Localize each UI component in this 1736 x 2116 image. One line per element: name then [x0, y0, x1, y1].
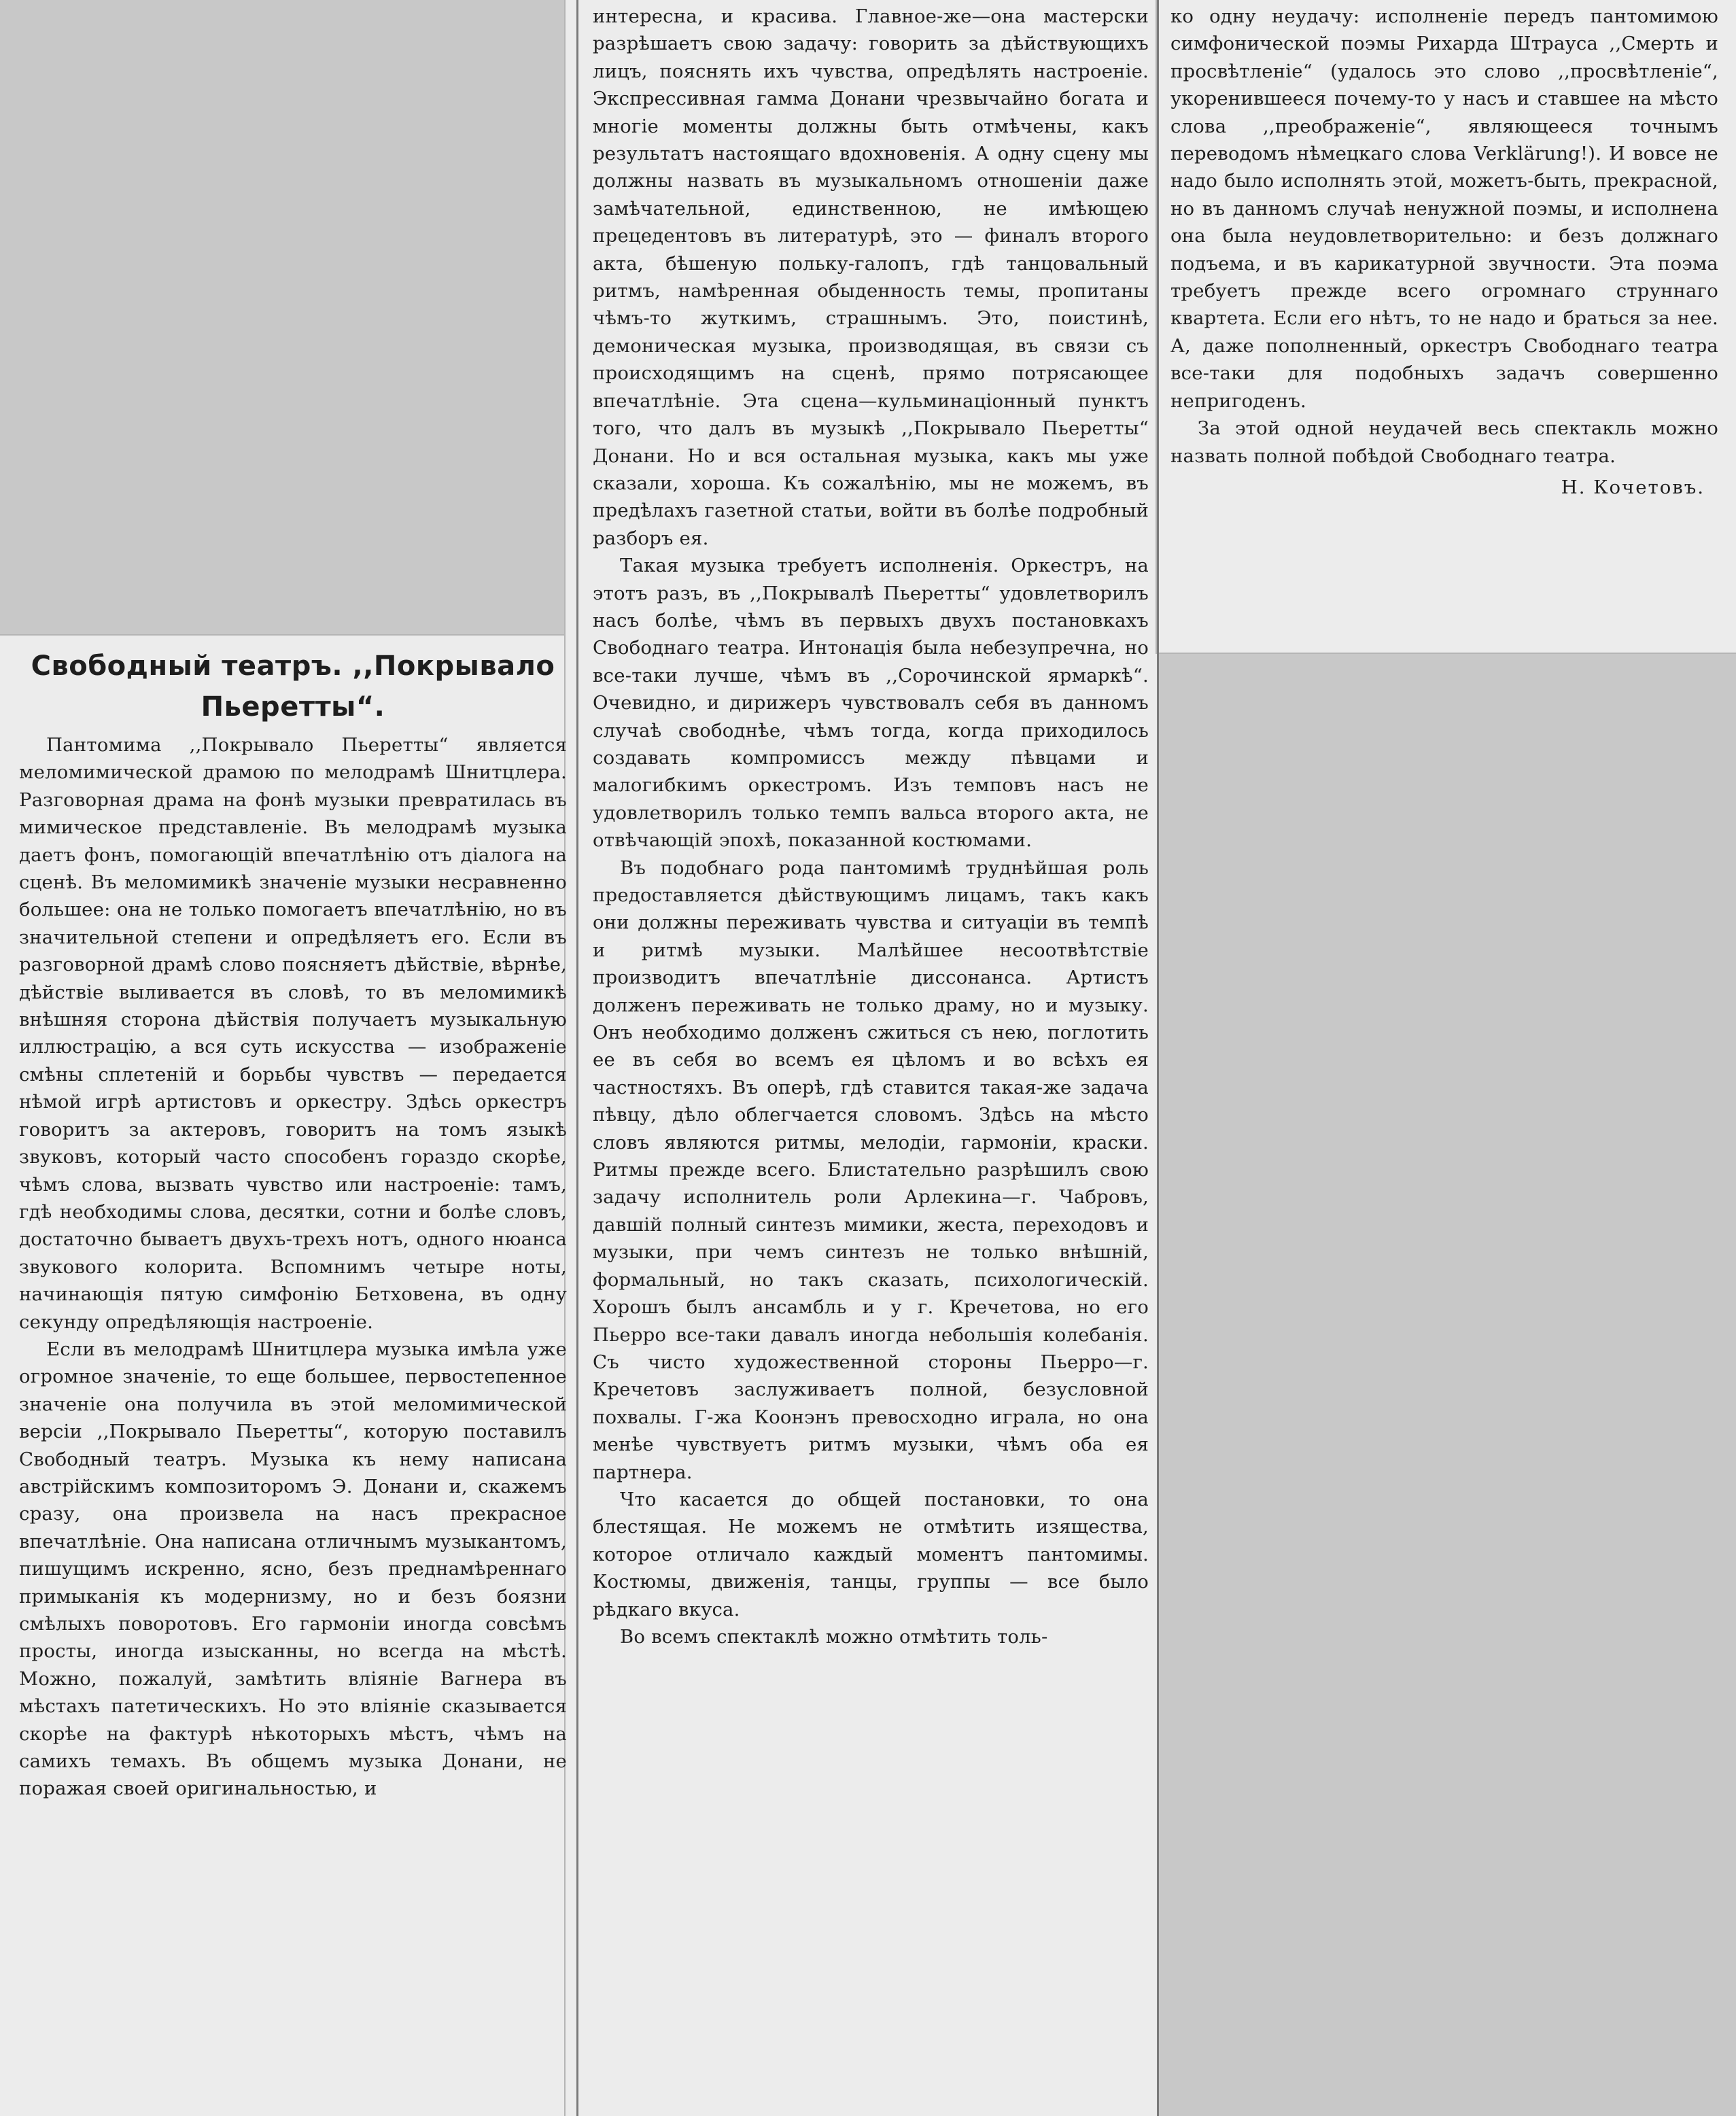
paragraph: Во всемъ спектаклѣ можно отмѣтить толь-: [620, 1625, 1048, 1648]
paragraph: Что касается до общей постановки, то она блестящая. Не можемъ не отмѣтить изящества, которое отличало каждый моментъ пантомимы. Костюмы, движенія, танцы, группы — все было рѣдкаго вкуса.: [593, 1488, 1149, 1620]
paragraph: интересна, и красива. Главное-же—она мастерски разрѣшаетъ свою задачу: говорить за дѣйствующихъ лицъ, пояснять ихъ чувства, опредѣлять настроеніе. Экспрессивная гамма Донани чрезвычайно богата и многіе моменты должны быть отмѣчены, какъ результатъ настоящаго вдохновенія. А одну сцену мы должны назвать въ музыкальномъ отношеніи даже замѣчательной, единственною, не имѣющею прецедентовъ въ литературѣ, это — финалъ второго акта, бѣшеную польку-галопъ, гдѣ танцовальный ритмъ, намѣренная обыденность темы, пропитаны чѣмъ-то жуткимъ, страшнымъ. Это, поистинѣ, демоническая музыка, производящая, въ связи съ происходящимъ на сценѣ, прямо потрясающее впечатлѣніе. Эта сцена—кульминаціонный пунктъ того, что далъ въ музыкѣ ,,Покрывало Пьеретты“ Донани. Но и вся остальная музыка, какъ мы уже сказали, хороша. Къ сожалѣнію, мы не можемъ, въ предѣлахъ газетной статьи, войти въ болѣе подробный разборъ ея.: [593, 5, 1149, 549]
paragraph: ко одну неудачу: исполненіе передъ пантомимою симфонической поэмы Рихарда Штрауса ,,Смерть и просвѣтленіе“ (удалось это слово ,,просвѣтленіе“, укоренившееся почему-то у насъ и ставшее на мѣсто слова ,,преображеніе“, являющееся точнымъ переводомъ нѣмецкаго слова Verklärung!). И вовсе не надо было исполнять этой, можетъ-быть, прекрасной, но въ данномъ случаѣ ненужной поэмы, и исполнена она была неудовлетворительно: и безъ должнаго подъема, и въ карикатурной звучности. Эта поэма требуетъ прежде всего огромнаго струннаго квартета. Если его нѣтъ, то не надо и браться за нее. А, даже пополненный, оркестръ Свободнаго театра все-таки для подобныхъ задачъ совершенно непригоденъ.: [1170, 5, 1718, 412]
paragraph: Пантомима ,,Покрывало Пьеретты“ является меломимической драмою по мелодрамѣ Шнитцлера. Разговорная драма на фонѣ музыки превратилась въ мимическое представленіе. Въ мелодрамѣ музыка даетъ фонъ, помогающій впечатлѣнію отъ діалога на сценѣ. Въ меломимикѣ значеніе музыки несравненно большее: она не только помогаетъ впечатлѣнію, но въ значительной степени и опредѣляетъ его. Если въ разговорной драмѣ слово поясняетъ дѣйствіе, вѣрнѣе, дѣйствіе выливается въ словѣ, то въ меломимикѣ внѣшняя сторона дѣйствія получаетъ музыкальную иллюстрацію, а вся суть искусства — изображеніе смѣны сплетеній и борьбы чувствъ — передается нѣмой игрѣ артистовъ и оркестру. Здѣсь оркестръ говоритъ за актеровъ, говоритъ на томъ языкѣ звуковъ, который часто способенъ гораздо скорѣе, чѣмъ слова, вызвать чувство или настроеніе: тамъ, гдѣ необходимы слова, десятки, сотни и болѣе словъ, достаточно бываетъ двухъ-трехъ нотъ, одного нюанса звукового колорита. Вспомнимъ четыре ноты, начинающія пятую симфонію Бетховена, въ одну секунду опредѣляющія настроеніе.: [19, 734, 567, 1333]
article-title: Свободный театръ. ,,Покрывало Пьеретты“.: [31, 651, 555, 723]
author-signature: Н. Кочетовъ.: [1561, 476, 1705, 498]
column-rule-right: [1157, 0, 1159, 2116]
paragraph: За этой одной неудачей весь спектакль можно назвать полной побѣдой Свободнаго театра.: [1170, 417, 1718, 467]
article-column-1: [19, 646, 567, 2114]
article-column-3: [1170, 3, 1718, 648]
paragraph: Въ подобнаго рода пантомимѣ труднѣйшая роль предоставляется дѣйствующимъ лицамъ, такъ какъ они должны переживать чувства и ситуаціи въ темпѣ и ритмѣ музыки. Малѣйшее несоотвѣтствіе производитъ впечатлѣніе диссонанса. Артистъ долженъ переживать не только драму, но и музыку. Онъ необходимо долженъ сжиться съ нею, поглотить ее въ себя во всемъ ея цѣломъ и во всѣхъ ея частностяхъ. Въ оперѣ, гдѣ ставится такая-же задача пѣвцу, дѣло облегчается словомъ. Здѣсь на мѣсто словъ являются ритмы, мелодіи, гармоніи, краски. Ритмы прежде всего. Блистательно разрѣшилъ свою задачу исполнитель роли Арлекина—г. Чабровъ, давшій полный синтезъ мимики, жеста, переходовъ и музыки, при чемъ синтезъ не только внѣшній, формальный, но такъ сказать, психологическій. Хорошъ былъ ансамбль и у г. Кречетова, но его Пьерро все-таки давалъ иногда небольшія колебанія. Съ чисто художественной стороны Пьерро—г. Кречетовъ заслуживаетъ полной, безусловной похвалы. Г-жа Коонэнъ превосходно играла, но она менѣе чувствуетъ ритмъ музыки, чѣмъ оба ея партнера.: [593, 856, 1149, 1483]
column-rule-left: [576, 0, 578, 2116]
paragraph: Если въ мелодрамѣ Шнитцлера музыка имѣла уже огромное значеніе, то еще большее, первостепенное значеніе она получила въ этой меломимической версіи ,,Покрывало Пьеретты“, которую поставилъ Свободный театръ. Музыка къ нему написана австрійскимъ композиторомъ Э. Донани и, скажемъ сразу, она произвела на насъ прекрасное впечатлѣніе. Она написана отличнымъ музыкантомъ, пишущимъ искренно, ясно, безъ преднамѣреннаго примыканія къ модернизму, но и безъ боязни смѣлыхъ поворотовъ. Его гармоніи иногда совсѣмъ просты, иногда изысканны, но всегда на мѣстѣ. Можно, пожалуй, замѣтить вліяніе Вагнера въ мѣстахъ патетическихъ. Но это вліяніе сказывается скорѣе на фактурѣ нѣкоторыхъ мѣстъ, чѣмъ на самихъ темахъ. Въ общемъ музыка Донани, не поражая своей оригинальностью, и: [19, 1338, 567, 1800]
paragraph: Такая музыка требуетъ исполненія. Оркестръ, на этотъ разъ, въ ,,Покрывалѣ Пьеретты“ удовлетворилъ насъ болѣе, чѣмъ въ первыхъ двухъ постановкахъ Свободнаго театра. Интонація была небезупречна, но все-таки лучше, чѣмъ въ ,,Сорочинской ярмаркѣ“. Очевидно, и дирижеръ чувствовалъ себя въ данномъ случаѣ свободнѣе, чѣмъ тогда, когда приходилось создавать компромиссъ между пѣвцами и малогибкимъ оркестромъ. Изъ темповъ насъ не удовлетворилъ только темпъ вальса второго акта, не отвѣчающій эпохѣ, показанной костюмами.: [593, 555, 1149, 852]
article-column-2: [593, 3, 1149, 2114]
